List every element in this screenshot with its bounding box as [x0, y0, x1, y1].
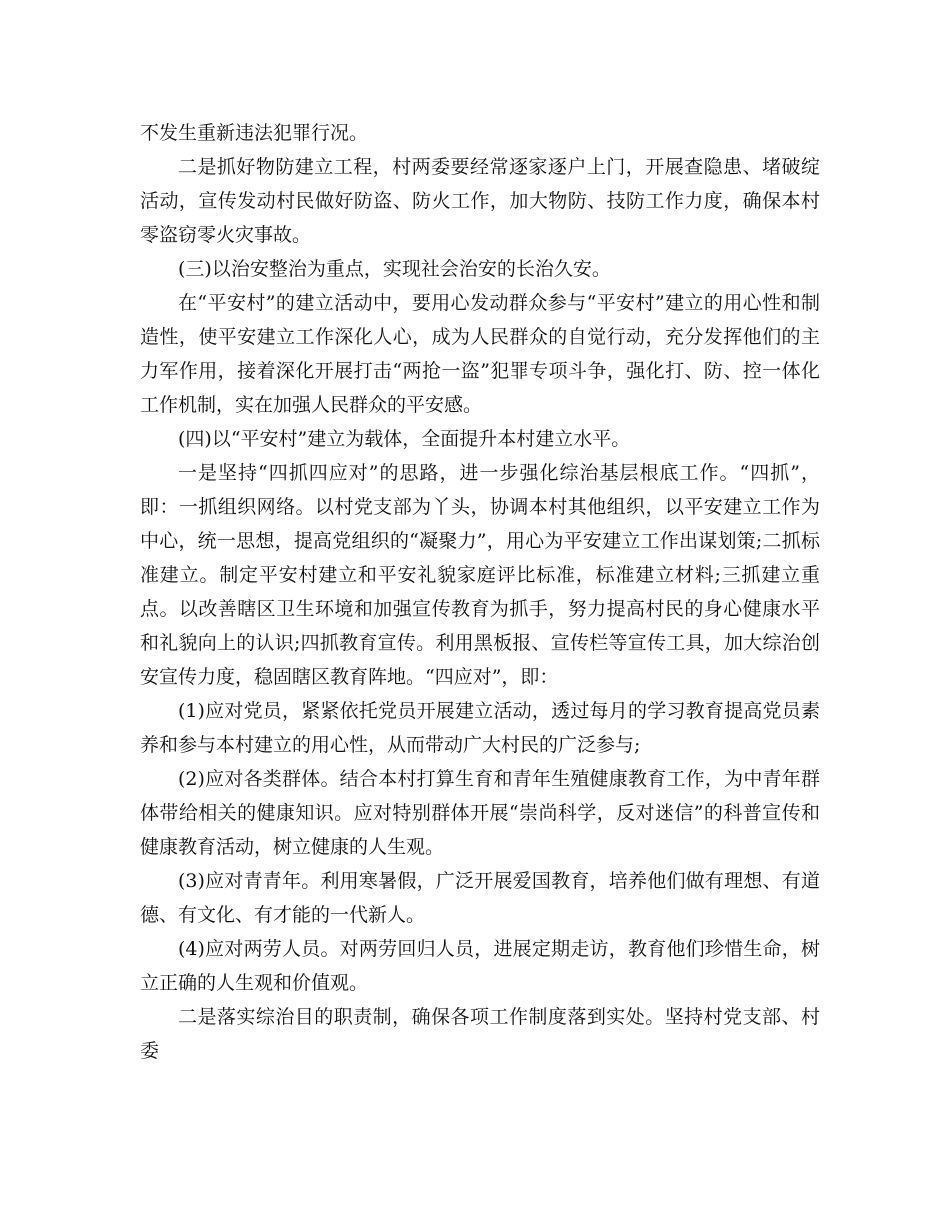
document-body [140, 116, 820, 1068]
list-item-2: (2)应对各类群体。结合本村打算生育和青年生殖健康教育工作，为中青年群体带给相关的健康知识。应对特别群体开展“崇尚科学，反对迷信”的科普宣传和健康教育活动，树立健康的人生观。 [140, 768, 820, 858]
list-item-4: (4)应对两劳人员。对两劳回归人员，进展定期走访，教育他们珍惜生命，树立正确的人生观和价值观。 [140, 938, 820, 994]
paragraph-responsibility-system: 二是落实综治目的职责制，确保各项工作制度落到实处。坚持村党支部、村委 [140, 1006, 820, 1062]
paragraph-four-grasps: 一是坚持“四抓四应对”的思路，进一步强化综治基层根底工作。“四抓”，即：一抓组织网络。以村党支部为丫头，协调本村其他组织，以平安建立工作为中心，统一思想，提高党组织的“凝聚力”，用心为平安建立工作出谋划策;二抓标准建立。制定平安村建立和平安礼貌家庭评比标准，标准建立材料;三抓建立重点。以改善瞎区卫生环境和加强宣传教育为抓手，努力提高村民的身心健康水平和礼貌向上的认识;四抓教育宣传。利用黑板报、宣传栏等宣传工具，加大综治创安宣传力度，稳固瞎区教育阵地。“四应对”，即： [140, 462, 820, 688]
paragraph-safe-village-activity: 在“平安村”的建立活动中，要用心发动群众参与“平安村”建立的用心性和制造性，使平安建立工作深化人心，成为人民群众的自觉行动，充分发挥他们的主力军作用，接着深化开展打击“两抢一盗”犯罪专项斗争，强化打、防、控一体化工作机制，实在加强人民群众的平安感。 [140, 292, 820, 416]
paragraph-continuation: 不发生重新违法犯罪行况。 [140, 122, 369, 144]
section-heading-3: (三)以治安整治为重点，实现社会治安的长治久安。 [178, 258, 611, 280]
section-heading-4: (四)以“平安村”建立为载体，全面提升本村建立水平。 [178, 428, 631, 450]
list-item-3: (3)应对青青年。利用寒暑假，广泛开展爱国教育，培养他们做有理想、有道德、有文化、有才能的一代新人。 [140, 870, 820, 926]
paragraph-physical-defense: 二是抓好物防建立工程，村两委要经常逐家逐户上门，开展查隐患、堵破绽活动，宣传发动村民做好防盗、防火工作，加大物防、技防工作力度，确保本村零盗窃零火灾事故。 [140, 156, 820, 246]
list-item-1: (1)应对党员，紧紧依托党员开展建立活动，透过每月的学习教育提高党员素养和参与本村建立的用心性，从而带动广大村民的广泛参与; [140, 700, 820, 756]
